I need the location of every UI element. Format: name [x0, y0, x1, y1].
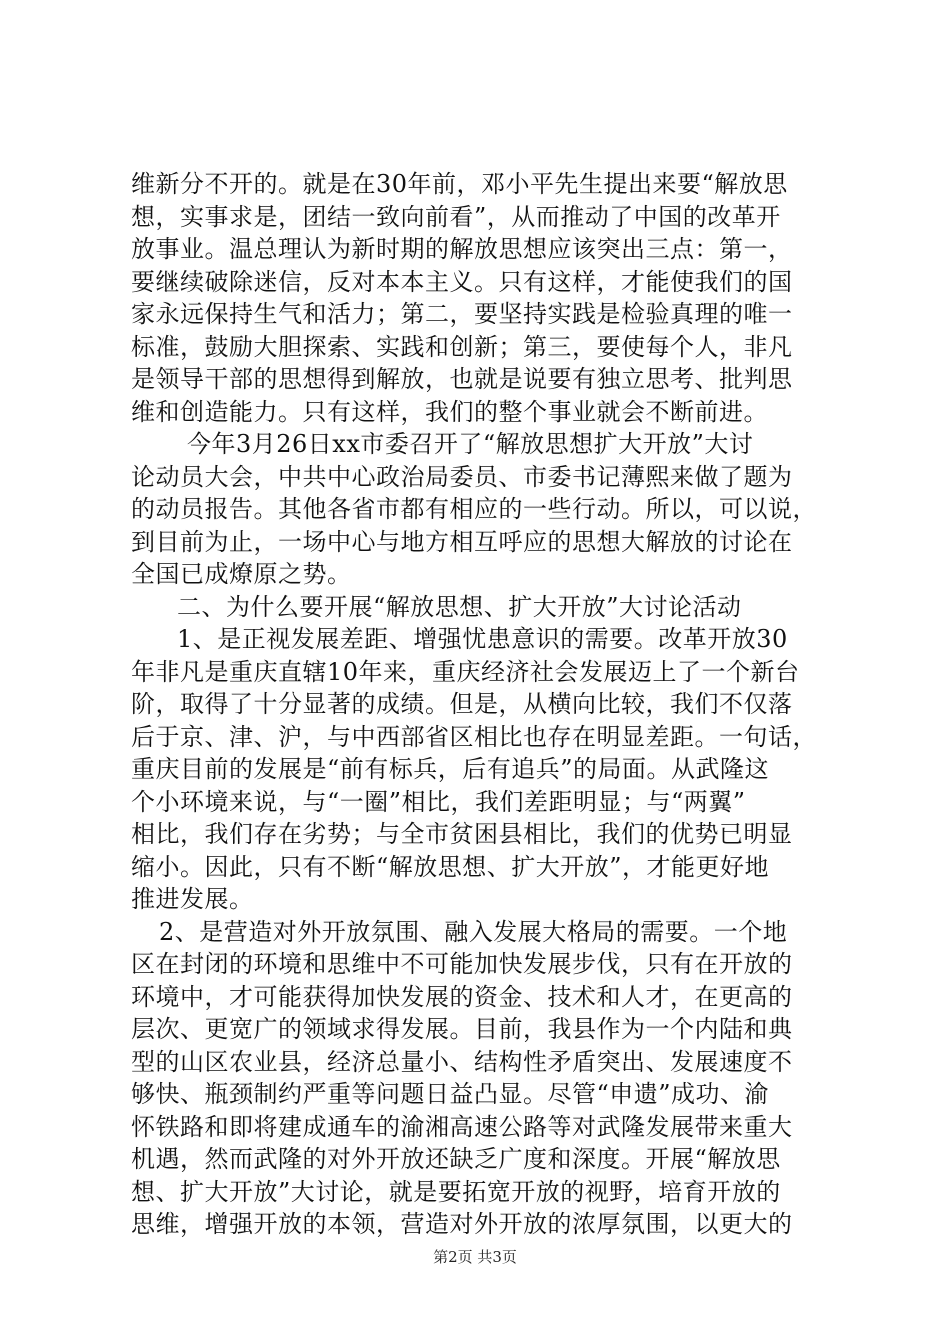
- text-line: 相比，我们存在劣势；与全市贫困县相比，我们的优势已明显: [131, 820, 793, 848]
- text-line: 的动员报告。其他各省市都有相应的一些行动。所以，可以说，: [131, 495, 817, 523]
- text-line: 是领导干部的思想得到解放，也就是说要有独立思考、批判思: [131, 365, 793, 393]
- text-line: 后于京、津、沪，与中西部省区相比也存在明显差距。一句话，: [131, 722, 817, 751]
- text-line: 维新分不开的。就是在30年前，邓小平先生提出来要“解放思: [131, 170, 788, 198]
- text-line: 二、为什么要开展“解放思想、扩大开放”大讨论活动: [177, 592, 742, 621]
- text-line: 年非凡是重庆直辖10年来，重庆经济社会发展迈上了一个新台: [131, 657, 800, 686]
- text-line: 机遇，然而武隆的对外开放还缺乏广度和深度。开展“解放思: [131, 1145, 781, 1173]
- text-line: 标准，鼓励大胆探索、实践和创新；第三，要使每个人，非凡: [131, 332, 793, 361]
- text-line: 层次、更宽广的领域求得发展。目前，我县作为一个内陆和典: [131, 1015, 793, 1043]
- text-line: 要继续破除迷信，反对本本主义。只有这样，才能使我们的国: [131, 267, 793, 296]
- text-line: 思维，增强开放的本领，营造对外开放的浓厚氛围，以更大的: [131, 1210, 793, 1238]
- text-line: 个小环境来说，与“一圈”相比，我们差距明显；与“两翼”: [131, 787, 746, 816]
- text-line: 2、是营造对外开放氛围、融入发展大格局的需要。一个地: [159, 917, 788, 946]
- text-line: 环境中，才可能获得加快发展的资金、技术和人才，在更高的: [131, 982, 793, 1011]
- text-line: 论动员大会，中共中心政治局委员、市委书记薄熙来做了题为: [131, 462, 793, 491]
- text-line: 型的山区农业县，经济总量小、结构性矛盾突出、发展速度不: [131, 1047, 793, 1076]
- text-line: 家永远保持生气和活力；第二，要坚持实践是检验真理的唯一: [131, 300, 793, 328]
- text-line: 够快、瓶颈制约严重等问题日益凸显。尽管“申遗”成功、渝: [131, 1080, 770, 1108]
- text-line: 区在封闭的环境和思维中不可能加快发展步伐，只有在开放的: [131, 950, 793, 978]
- text-line: 1、是正视发展差距、增强忧患意识的需要。改革开放30: [177, 625, 788, 653]
- text-line: 怀铁路和即将建成通车的渝湘高速公路等对武隆发展带来重大: [131, 1112, 793, 1141]
- text-line: 推进发展。: [131, 885, 254, 913]
- text-line: 维和创造能力。只有这样，我们的整个事业就会不断前进。: [131, 397, 768, 426]
- text-line: 今年3月26日xx市委召开了“解放思想扩大开放”大讨: [187, 430, 754, 458]
- text-line: 重庆目前的发展是“前有标兵，后有追兵”的局面。从武隆这: [131, 755, 770, 783]
- page-footer: 第2页 共3页: [433, 1248, 517, 1266]
- text-line: 想、扩大开放”大讨论，就是要拓宽开放的视野，培育开放的: [131, 1177, 781, 1206]
- text-line: 缩小。因此，只有不断“解放思想、扩大开放”，才能更好地: [131, 852, 770, 881]
- text-line: 放事业。温总理认为新时期的解放思想应该突出三点：第一，: [131, 235, 793, 263]
- text-line: 全国已成燎原之势。: [131, 560, 352, 588]
- text-line: 想，实事求是，团结一致向前看”，从而推动了中国的改革开: [131, 202, 781, 231]
- text-line: 阶，取得了十分显著的成绩。但是，从横向比较，我们不仅落: [131, 690, 793, 718]
- text-line: 到目前为止，一场中心与地方相互呼应的思想大解放的讨论在: [131, 527, 793, 556]
- body-text: [131, 168, 831, 1241]
